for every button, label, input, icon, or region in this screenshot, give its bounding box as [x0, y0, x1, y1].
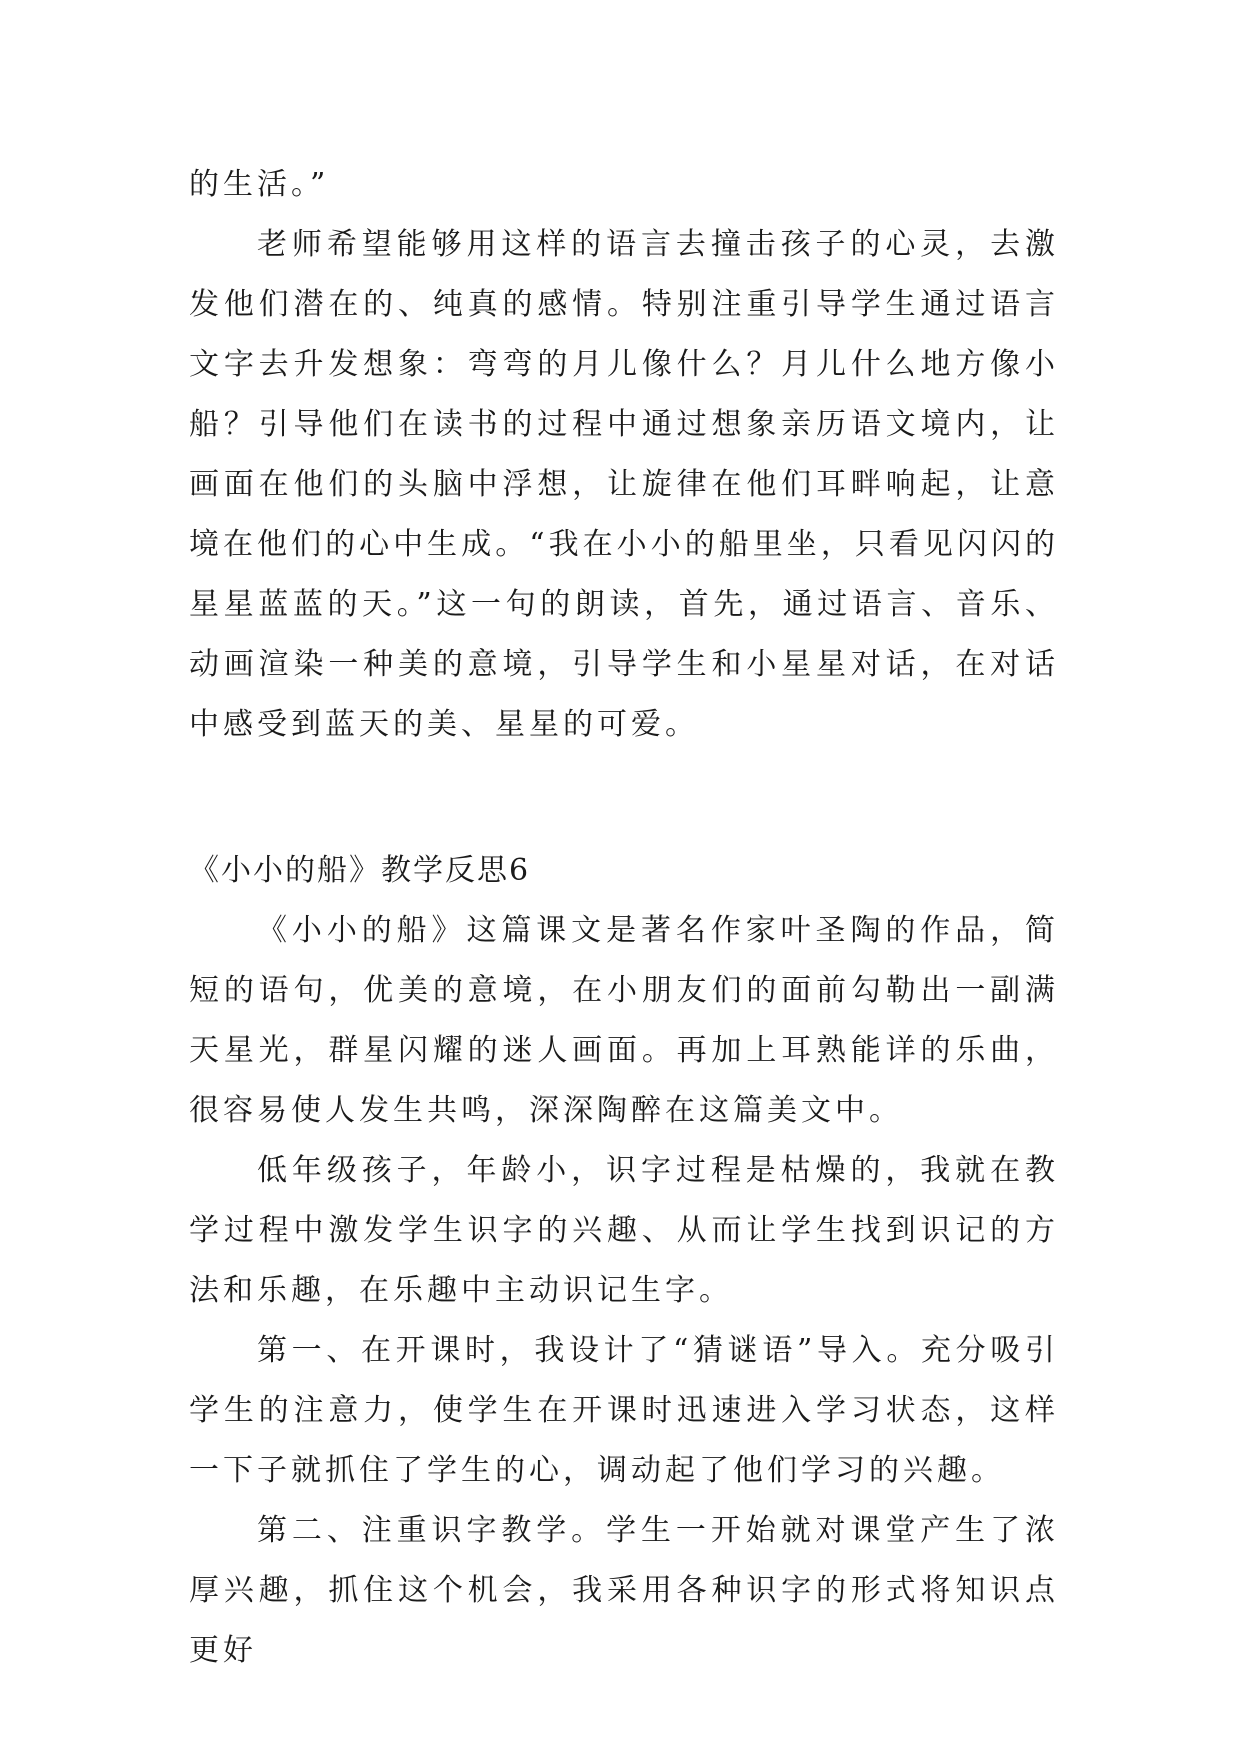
paragraph-intro: 《小小的船》这篇课文是著名作家叶圣陶的作品，简短的语句，优美的意境，在小朋友们的面前勾勒出一副满天星光，群星闪耀的迷人画面。再加上耳熟能详的乐曲，很容易使人发生共鸣，深深陶醉在这篇美文中。 — [189, 913, 1059, 1128]
paragraph-continuation: 的生活。” — [189, 167, 330, 202]
paragraph-first-point: 第一、在开课时，我设计了“猜谜语”导入。充分吸引学生的注意力，使学生在开课时迅速进入学习状态，这样一下子就抓住了学生的心，调动起了他们学习的兴趣。 — [189, 1333, 1059, 1488]
paragraph-second-point: 第二、注重识字教学。学生一开始就对课堂产生了浓厚兴趣，抓住这个机会，我采用各种识字的形式将知识点更好 — [189, 1513, 1059, 1668]
section-gap — [189, 755, 1059, 841]
document-page — [189, 155, 1059, 1681]
paragraph-teacher-language: 老师希望能够用这样的语言去撞击孩子的心灵，去激发他们潜在的、纯真的感情。特别注重引导学生通过语言文字去升发想象：弯弯的月儿像什么？月儿什么地方像小船？引导他们在读书的过程中通过想象亲历语文境内，让画面在他们的头脑中浮想，让旋律在他们耳畔响起，让意境在他们的心中生成。“我在小小的船里坐，只看见闪闪的星星蓝蓝的天。”这一句的朗读，首先，通过语言、音乐、动画渲染一种美的意境，引导学生和小星星对话，在对话中感受到蓝天的美、星星的可爱。 — [189, 227, 1059, 742]
paragraph-literacy-interest: 低年级孩子，年龄小，识字过程是枯燥的，我就在教学过程中激发学生识字的兴趣、从而让学生找到识记的方法和乐趣，在乐趣中主动识记生字。 — [189, 1153, 1059, 1308]
section-heading: 《小小的船》教学反思6 — [189, 853, 531, 888]
